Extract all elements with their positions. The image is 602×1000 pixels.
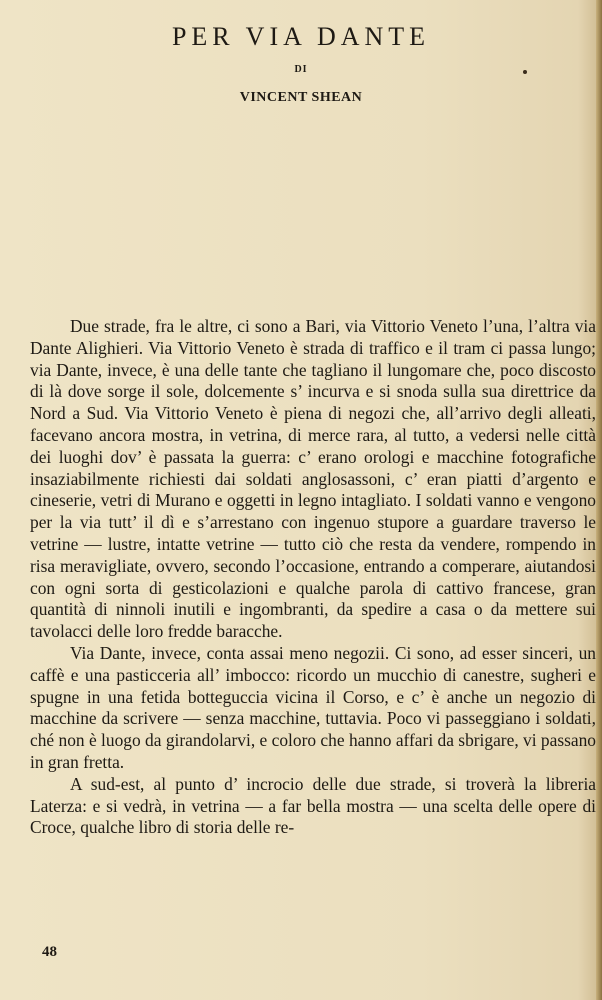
paragraph: Due strade, fra le altre, ci sono a Bari, via Vittorio Veneto l’una, l’altra via Dante Alighieri. Via Vittorio Veneto è strada di traffico e il tram ci passa lungo; via Dante, invece, è una delle tante che tagliano il lungomare che, poco discosto di là dove sorge il sole, dolcemente s’ incurva e si snoda sulla sua direttrice da Nord a Sud. Via Vittorio Veneto è piena di negozi che, all’arrivo degli alleati, facevano ancora mostra, in vetrina, di merce rara, al tutto, a vedersi nelle città dei luoghi dov’ è passata la guerra: c’ erano orologi e macchine fotografiche insaziabilmente richiesti dai soldati anglosassoni, c’ eran piatti d’argento e cineserie, vetri di Murano e oggetti in legno intagliato. I soldati vanno e vengono per la via tutt’ il dì e s’arrestano con ingenuo stupore a guardare traverso le vetrine — lustre, intatte vetrine — tutto ciò che resta da vendere, rompendo in risa meravigliate, ovvero, secondo l’occasione, entrando a comperare, aiutandosi con ogni sorta di gesticolazioni e qualche parola di cattivo francese, gran quantità di ninnoli inutili e ingombranti, da spedire a casa o da mettere sui tavolacci delle loro fredde baracche. [30, 316, 596, 642]
paragraph: A sud-est, al punto d’ incrocio delle due strade, si troverà la libreria Laterza: e si vedrà, in vetrina — a far bella mostra — una scelta delle opere di Croce, qualche libro di storia delle re- [30, 773, 596, 838]
page-number: 48 [42, 944, 57, 960]
page-edge-shadow [596, 0, 602, 1000]
paragraph: Via Dante, invece, conta assai meno negozii. Ci sono, ad esser sinceri, un caffè e una pasticceria all’ imbocco: ricordo un mucchio di canestre, sugheri e spugne in una fetida botteguccia vicina il Corso, e c’ è anche un negozio di macchine da scrivere — senza macchine, tuttavia. Poco vi passeggiano i soldati, ché non è luogo da girandolarvi, e coloro che hanno affari da sbrigare, vi passano in gran fretta. [30, 642, 596, 772]
article-title: PER VIA DANTE [171, 22, 431, 51]
article-body [30, 316, 596, 839]
author-name: VINCENT SHEAN [239, 90, 363, 105]
byline-prefix: DI [294, 64, 308, 75]
